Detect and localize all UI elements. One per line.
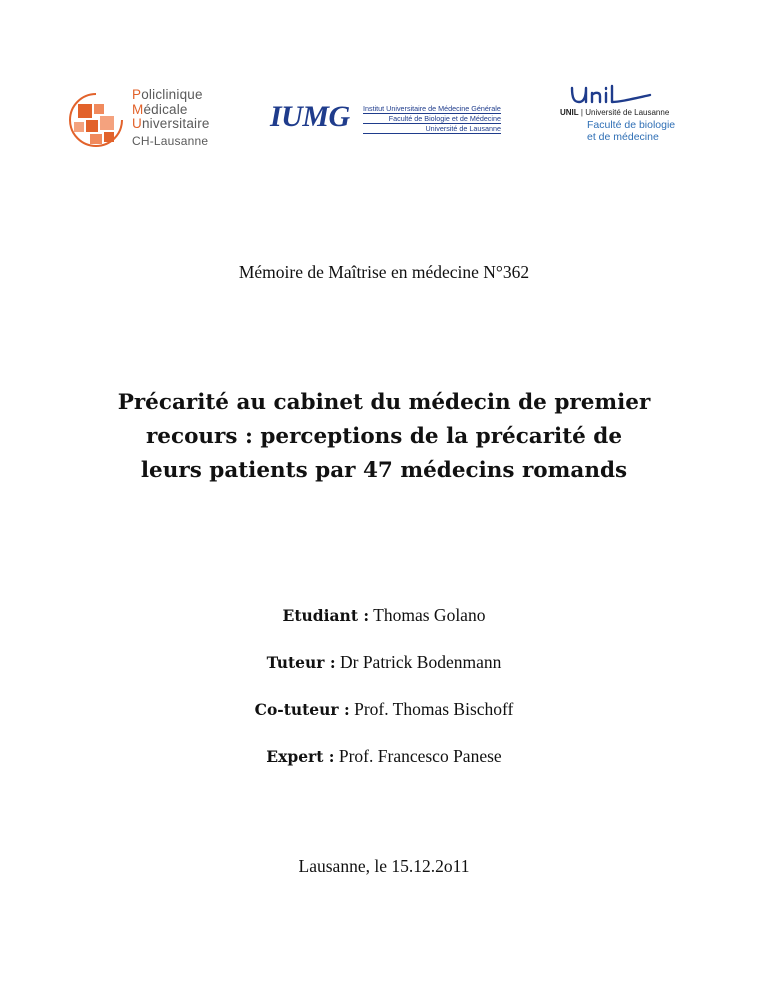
- pmu-logo: [68, 88, 238, 150]
- unil-university-name: Université de Lausanne: [585, 108, 670, 117]
- title-line: leurs patients par 47 médecins romands: [140, 458, 628, 483]
- pmu-word-medicale: édicale: [143, 101, 188, 117]
- pmu-initial-u: U: [132, 116, 142, 131]
- unil-faculty: [587, 119, 675, 143]
- role-name: Prof. Francesco Panese: [338, 746, 502, 766]
- unil-logo: [560, 84, 720, 148]
- iumg-wordmark: IUMG: [270, 100, 350, 133]
- iumg-institution-lines: [363, 104, 501, 134]
- unil-separator: |: [580, 108, 583, 117]
- place-date: Lausanne, le 15.12.2o11: [298, 856, 470, 876]
- pmu-logo-text: [132, 88, 210, 148]
- pmu-word-universitaire: niversitaire: [141, 116, 210, 131]
- unil-university-row: [560, 108, 669, 117]
- role-cotuteur: [0, 699, 768, 720]
- pmu-city: CH-Lausanne: [132, 133, 209, 148]
- title-line: recours : perceptions de la précarité de: [145, 424, 623, 449]
- role-name: Dr Patrick Bodenmann: [339, 652, 502, 672]
- unil-faculty-line1: Faculté de biologie: [587, 119, 676, 131]
- role-label: Etudiant :: [282, 606, 370, 625]
- pmu-initial-m: M: [132, 101, 144, 117]
- iumg-line-faculte: Faculté de Biologie et de Médecine: [363, 114, 501, 124]
- unil-short: UNIL: [560, 108, 579, 117]
- pmu-initial-p: P: [132, 87, 142, 102]
- role-label: Expert :: [266, 747, 335, 766]
- iumg-line-institut: Institut Universitaire de Médecine Générale: [363, 104, 501, 113]
- role-etudiant: [0, 605, 768, 626]
- iumg-logo: [270, 100, 510, 136]
- iumg-line-universite: Université de Lausanne: [363, 124, 501, 134]
- role-label: Co-tuteur :: [254, 700, 350, 719]
- document-subtitle: Mémoire de Maîtrise en médecine N°362: [238, 262, 530, 282]
- role-name: Thomas Golano: [373, 605, 486, 625]
- pmu-word-policlinique: oliclinique: [141, 87, 203, 102]
- pmu-emblem-icon: [68, 92, 126, 148]
- unil-script-wordmark-icon: [568, 84, 652, 106]
- document-title: [0, 386, 768, 488]
- role-expert: [0, 746, 768, 767]
- unil-faculty-line2: et de médecine: [587, 131, 659, 143]
- role-label: Tuteur :: [266, 653, 336, 672]
- title-line: Précarité au cabinet du médecin de premier: [117, 390, 651, 415]
- role-tuteur: [0, 652, 768, 673]
- role-name: Prof. Thomas Bischoff: [354, 699, 514, 719]
